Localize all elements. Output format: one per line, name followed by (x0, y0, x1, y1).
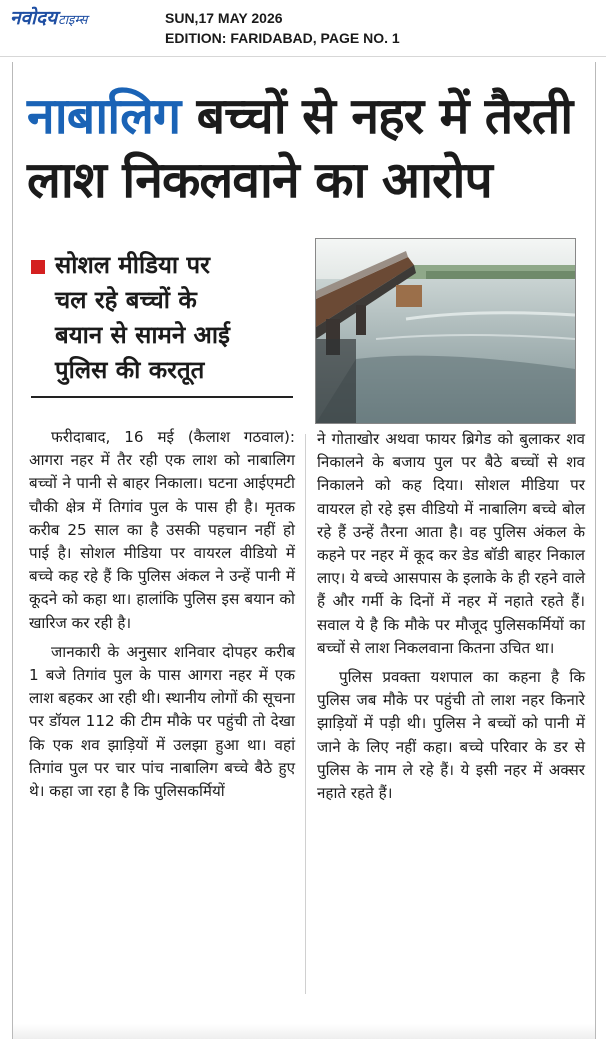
article-column-right (317, 428, 585, 805)
epaper-header (0, 0, 606, 57)
logo-main: नवोदय (10, 7, 58, 29)
headline-highlight: नाबालिग (27, 87, 181, 145)
newspaper-logo[interactable] (10, 4, 140, 34)
column-divider (305, 434, 306, 994)
subheadline-line: बयान से सामने आई (55, 321, 230, 349)
edition-info (165, 8, 400, 48)
canal-bridge-image (316, 239, 575, 423)
edition-page: EDITION: FARIDABAD, PAGE NO. 1 (165, 30, 400, 46)
logo-sub: टाइम्स (58, 13, 88, 28)
article-paragraph: फरीदाबाद, 16 मई (कैलाश गठवाल): आगरा नहर में तैर रही एक लाश को नाबालिग बच्चों ने पानी से बाहर निकाला। घटना आईएमटी चौकी क्षेत्र में तिगांव पुल के पास ही है। मृतक करीब 25 साल का है उसकी पहचान नहीं हो पाई है। सोशल मीडिया पर वायरल वीडियो में बच्चे कह रहे हैं कि पुलिस अंकल ने उन्हें पानी में कूदने को कहा था। हालांकि पुलिस इस बयान को खारिज कर रही है। (29, 428, 295, 632)
square-bullet-icon (31, 260, 45, 274)
news-clipping (12, 62, 596, 1039)
edition-date: SUN,17 MAY 2026 (165, 10, 283, 26)
headline-line-1 (27, 84, 587, 148)
subheadline-line: चल रहे बच्चों के (55, 286, 197, 314)
subheadline-text (55, 248, 293, 388)
subheadline-line: सोशल मीडिया पर (55, 251, 210, 279)
headline-line-2: लाश निकलवाने का आरोप (27, 151, 492, 209)
article-paragraph: ने गोताखोर अथवा फायर ब्रिगेड को बुलाकर शव निकालने के बजाय पुल पर बैठे बच्चों से शव निकालने को कह दिया। सोशल मीडिया पर वायरल हो रहे इस वीडियो में नाबालिग बच्चे बोल रहे हैं उन्हें तैरना आता है। वह पुलिस अंकल के कहने पर नहर में कूद कर डेड बॉडी बाहर निकाल लाए। ये बच्चे आसपास के इलाके के ही रहने वाले हैं और गर्मी के दिनों में नहर में नहाते रहते हैं। सवाल ये है कि मौके पर मौजूद पुलिसकर्मियों का बच्चों से लाश निकलवाना कितना उचित था। (317, 430, 585, 657)
article-paragraph: जानकारी के अनुसार शनिवार दोपहर करीब 1 बजे तिगांव पुल के पास आगरा नहर में एक लाश बहकर आ रही थी। स्थानीय लोगों की सूचना पर डॉयल 112 की टीम मौके पर पहुंची तो देखा कि एक शव झाड़ियों में उलझा हुआ था। वहां तिगांव पुल पर चार पांच नाबालिग बच्चे बैठे हुए थे। कहा जा रहा है कि पुलिसकर्मियों (29, 642, 295, 801)
subheadline (31, 248, 293, 398)
clip-bottom-edge (13, 1024, 595, 1039)
headline-rest: बच्चों से नहर में तैरती (196, 87, 573, 145)
subheadline-line: पुलिस की करतूत (55, 356, 205, 384)
canal-bridge-photo (315, 238, 576, 424)
headline (27, 84, 587, 212)
article-paragraph: पुलिस प्रवक्ता यशपाल का कहना है कि पुलिस जब मौके पर पहुंची तो लाश नहर किनारे झाड़ियों में पड़ी थी। पुलिस ने बच्चों को पानी में जाने के लिए नहीं कहा। बच्चे परिवार के डर से पुलिस के नाम ले रहे हैं। ये इसी नहर में अक्सर नहाते रहते हैं। (317, 668, 585, 803)
article-column-left (29, 426, 295, 803)
